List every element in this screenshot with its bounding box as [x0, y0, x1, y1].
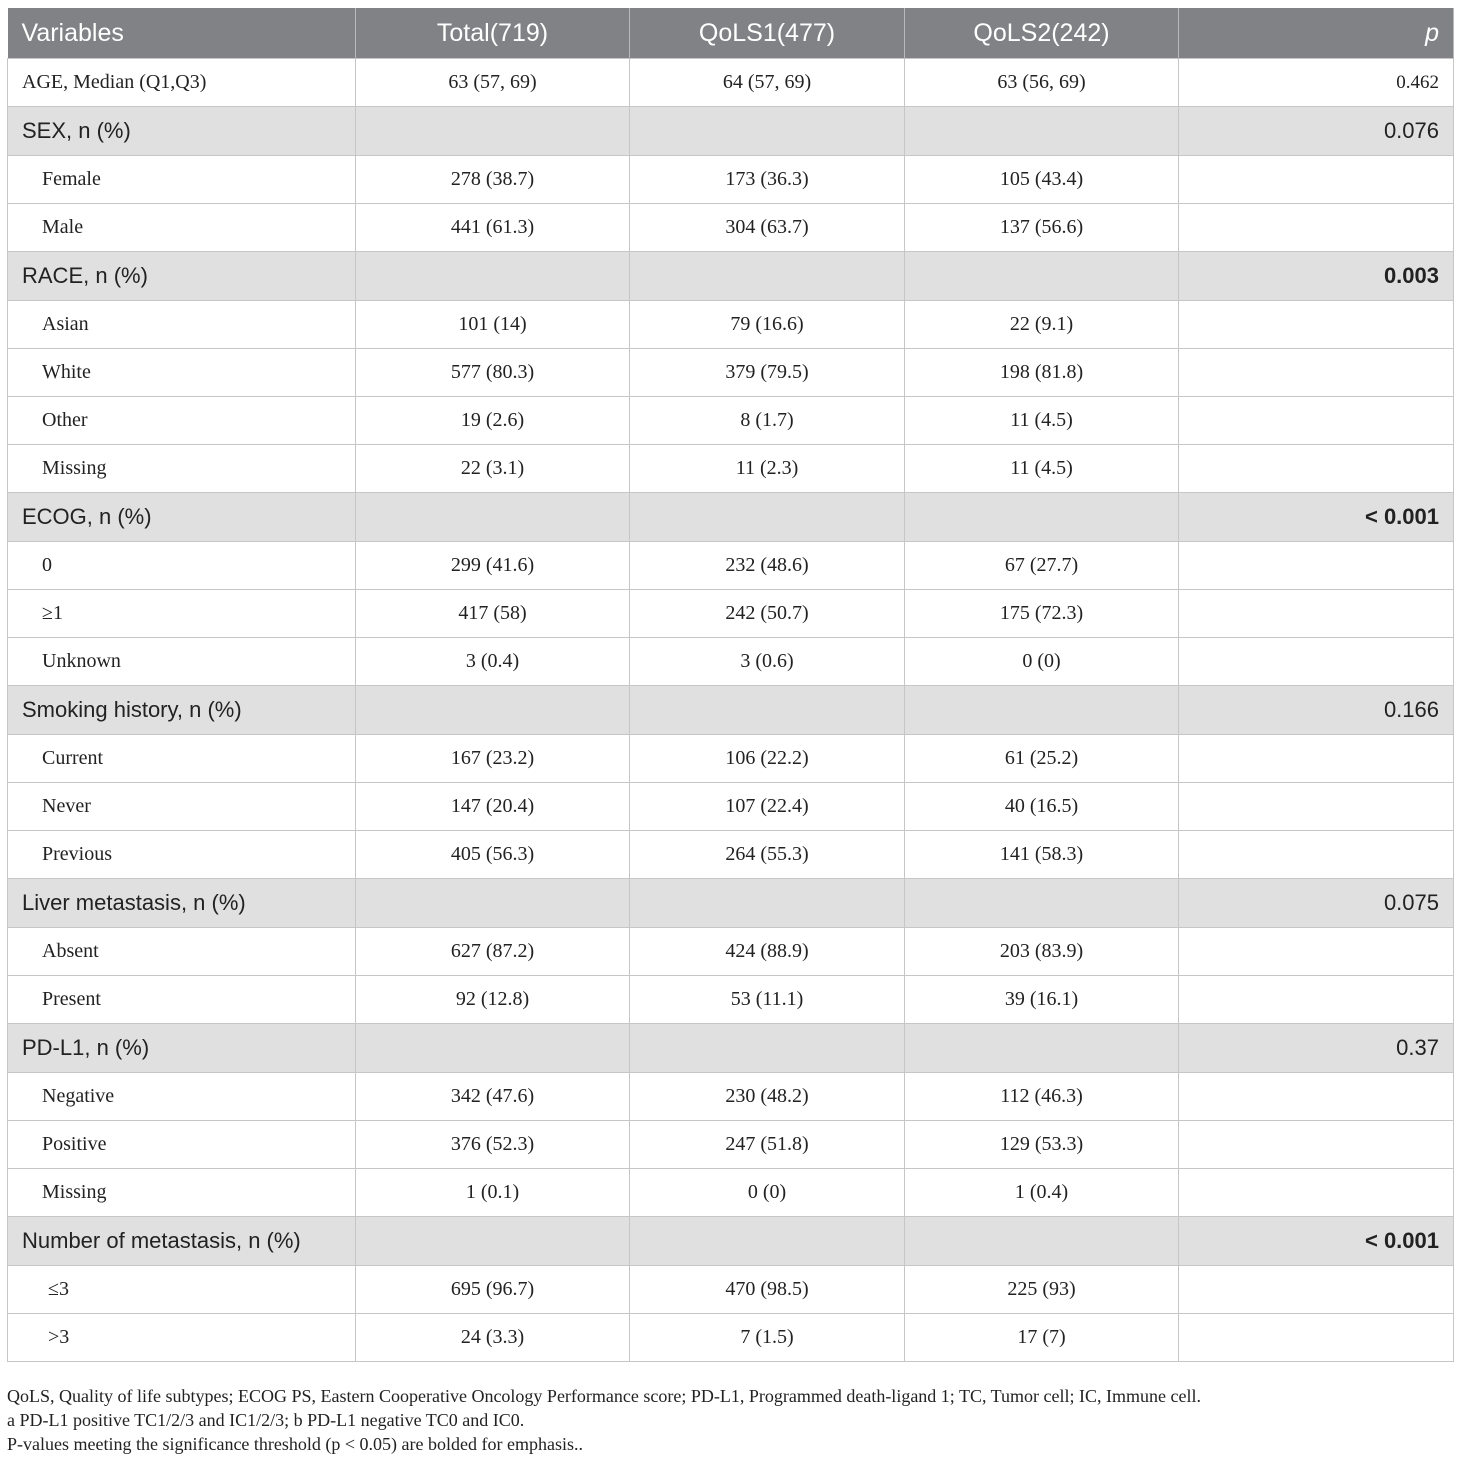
qols1-cell: 11 (2.3) — [630, 445, 905, 493]
table-row — [8, 638, 1454, 686]
qols1-cell — [630, 107, 905, 156]
p-value-cell — [1179, 156, 1454, 204]
p-value-cell — [1179, 831, 1454, 879]
table-group-row — [8, 686, 1454, 735]
qols1-cell — [630, 686, 905, 735]
variable-label: Absent — [8, 928, 356, 976]
total-cell: 92 (12.8) — [356, 976, 630, 1024]
p-value-cell: 0.462 — [1179, 59, 1454, 107]
variable-label: Female — [8, 156, 356, 204]
variable-label: SEX, n (%) — [8, 107, 356, 156]
total-cell: 101 (14) — [356, 301, 630, 349]
variable-label: ECOG, n (%) — [8, 493, 356, 542]
qols2-cell: 63 (56, 69) — [905, 59, 1179, 107]
table-row — [8, 156, 1454, 204]
qols1-cell: 106 (22.2) — [630, 735, 905, 783]
total-cell: 147 (20.4) — [356, 783, 630, 831]
qols2-cell: 198 (81.8) — [905, 349, 1179, 397]
total-cell: 417 (58) — [356, 590, 630, 638]
qols2-cell — [905, 1217, 1179, 1266]
table-row — [8, 1121, 1454, 1169]
qols2-cell: 61 (25.2) — [905, 735, 1179, 783]
table-row — [8, 831, 1454, 879]
table-row — [8, 976, 1454, 1024]
qols2-cell: 0 (0) — [905, 638, 1179, 686]
qols2-cell: 225 (93) — [905, 1266, 1179, 1314]
variable-label: ≥1 — [8, 590, 356, 638]
table-row — [8, 1266, 1454, 1314]
variable-label: ≤3 — [8, 1266, 356, 1314]
qols2-cell: 39 (16.1) — [905, 976, 1179, 1024]
qols2-cell: 175 (72.3) — [905, 590, 1179, 638]
qols1-cell: 379 (79.5) — [630, 349, 905, 397]
total-cell — [356, 1024, 630, 1073]
total-cell: 1 (0.1) — [356, 1169, 630, 1217]
total-cell: 376 (52.3) — [356, 1121, 630, 1169]
qols1-cell: 7 (1.5) — [630, 1314, 905, 1362]
total-cell: 627 (87.2) — [356, 928, 630, 976]
footnote-abbreviations: QoLS, Quality of life subtypes; ECOG PS, Eastern Cooperative Oncology Performance score; PD-L1, Programmed death-ligand 1; TC, Tumor cell; IC, Immune cell. — [7, 1386, 1201, 1406]
total-cell — [356, 252, 630, 301]
table-row — [8, 1073, 1454, 1121]
variable-label: Number of metastasis, n (%) — [8, 1217, 356, 1266]
qols1-cell — [630, 493, 905, 542]
variable-label: 0 — [8, 542, 356, 590]
p-value-cell: 0.166 — [1179, 686, 1454, 735]
table-group-row — [8, 252, 1454, 301]
table-row — [8, 349, 1454, 397]
p-value-cell — [1179, 445, 1454, 493]
qols1-cell: 53 (11.1) — [630, 976, 905, 1024]
qols1-cell — [630, 252, 905, 301]
p-value-cell — [1179, 783, 1454, 831]
p-value-cell — [1179, 397, 1454, 445]
total-cell: 167 (23.2) — [356, 735, 630, 783]
p-value-cell: 0.075 — [1179, 879, 1454, 928]
table-header-row — [8, 8, 1454, 59]
variable-label: Previous — [8, 831, 356, 879]
table-row — [8, 590, 1454, 638]
total-cell: 577 (80.3) — [356, 349, 630, 397]
table-row — [8, 1314, 1454, 1362]
total-cell: 405 (56.3) — [356, 831, 630, 879]
table-row — [8, 542, 1454, 590]
p-value-cell — [1179, 1121, 1454, 1169]
total-cell — [356, 107, 630, 156]
qols2-cell: 11 (4.5) — [905, 445, 1179, 493]
qols2-cell: 22 (9.1) — [905, 301, 1179, 349]
p-value-cell: < 0.001 — [1179, 493, 1454, 542]
variable-label: Never — [8, 783, 356, 831]
p-value-cell — [1179, 542, 1454, 590]
total-cell: 441 (61.3) — [356, 204, 630, 252]
p-value-cell — [1179, 349, 1454, 397]
p-value-cell — [1179, 301, 1454, 349]
p-value-cell: 0.37 — [1179, 1024, 1454, 1073]
table-group-row — [8, 107, 1454, 156]
qols1-cell: 264 (55.3) — [630, 831, 905, 879]
qols1-cell: 230 (48.2) — [630, 1073, 905, 1121]
p-value-cell — [1179, 1073, 1454, 1121]
qols1-cell: 424 (88.9) — [630, 928, 905, 976]
table-row — [8, 397, 1454, 445]
total-cell — [356, 493, 630, 542]
p-value-cell: 0.076 — [1179, 107, 1454, 156]
qols1-cell: 8 (1.7) — [630, 397, 905, 445]
p-value-cell — [1179, 735, 1454, 783]
variable-label: Current — [8, 735, 356, 783]
qols2-cell: 129 (53.3) — [905, 1121, 1179, 1169]
qols1-cell: 247 (51.8) — [630, 1121, 905, 1169]
qols2-cell: 105 (43.4) — [905, 156, 1179, 204]
table-row — [8, 301, 1454, 349]
table-row — [8, 59, 1454, 107]
p-value-cell: 0.003 — [1179, 252, 1454, 301]
total-cell: 278 (38.7) — [356, 156, 630, 204]
variable-label: Asian — [8, 301, 356, 349]
qols2-cell: 40 (16.5) — [905, 783, 1179, 831]
variable-label: PD-L1, n (%) — [8, 1024, 356, 1073]
qols1-cell: 232 (48.6) — [630, 542, 905, 590]
qols2-cell — [905, 686, 1179, 735]
baseline-characteristics-table-container — [7, 8, 1453, 1362]
qols2-cell: 17 (7) — [905, 1314, 1179, 1362]
qols1-cell — [630, 1024, 905, 1073]
variable-label: Other — [8, 397, 356, 445]
p-value-cell — [1179, 928, 1454, 976]
header-qols1: QoLS1(477) — [630, 8, 905, 59]
total-cell: 299 (41.6) — [356, 542, 630, 590]
qols2-cell — [905, 107, 1179, 156]
qols1-cell: 79 (16.6) — [630, 301, 905, 349]
qols2-cell: 67 (27.7) — [905, 542, 1179, 590]
p-value-cell — [1179, 590, 1454, 638]
table-body — [8, 59, 1454, 1362]
variable-label: >3 — [8, 1314, 356, 1362]
footnote-significance: P-values meeting the significance threshold (p < 0.05) are bolded for emphasis.. — [7, 1434, 583, 1454]
qols2-cell — [905, 879, 1179, 928]
variable-label: Unknown — [8, 638, 356, 686]
variable-label: Missing — [8, 445, 356, 493]
p-value-cell — [1179, 976, 1454, 1024]
variable-label: Male — [8, 204, 356, 252]
p-value-cell — [1179, 638, 1454, 686]
total-cell: 22 (3.1) — [356, 445, 630, 493]
qols1-cell: 3 (0.6) — [630, 638, 905, 686]
total-cell — [356, 879, 630, 928]
qols1-cell — [630, 879, 905, 928]
header-total: Total(719) — [356, 8, 630, 59]
table-group-row — [8, 1217, 1454, 1266]
variable-label: RACE, n (%) — [8, 252, 356, 301]
qols2-cell — [905, 252, 1179, 301]
variable-label: Present — [8, 976, 356, 1024]
footnote-pdl1-definition: a PD-L1 positive TC1/2/3 and IC1/2/3; b PD-L1 negative TC0 and IC0. — [7, 1410, 525, 1430]
p-value-cell — [1179, 204, 1454, 252]
variable-label: White — [8, 349, 356, 397]
variable-label: Positive — [8, 1121, 356, 1169]
header-qols2: QoLS2(242) — [905, 8, 1179, 59]
qols1-cell: 107 (22.4) — [630, 783, 905, 831]
qols1-cell: 0 (0) — [630, 1169, 905, 1217]
variable-label: Smoking history, n (%) — [8, 686, 356, 735]
total-cell: 3 (0.4) — [356, 638, 630, 686]
variable-label: AGE, Median (Q1,Q3) — [8, 59, 356, 107]
table-group-row — [8, 879, 1454, 928]
qols2-cell: 1 (0.4) — [905, 1169, 1179, 1217]
variable-label: Negative — [8, 1073, 356, 1121]
qols1-cell: 64 (57, 69) — [630, 59, 905, 107]
p-value-cell: < 0.001 — [1179, 1217, 1454, 1266]
table-row — [8, 928, 1454, 976]
qols1-cell: 173 (36.3) — [630, 156, 905, 204]
qols2-cell: 203 (83.9) — [905, 928, 1179, 976]
total-cell: 695 (96.7) — [356, 1266, 630, 1314]
qols2-cell: 11 (4.5) — [905, 397, 1179, 445]
table-row — [8, 783, 1454, 831]
table-row — [8, 1169, 1454, 1217]
qols1-cell — [630, 1217, 905, 1266]
qols1-cell: 242 (50.7) — [630, 590, 905, 638]
qols2-cell — [905, 493, 1179, 542]
qols2-cell — [905, 1024, 1179, 1073]
variable-label: Missing — [8, 1169, 356, 1217]
table-row — [8, 735, 1454, 783]
qols1-cell: 304 (63.7) — [630, 204, 905, 252]
baseline-characteristics-table — [7, 8, 1454, 1362]
p-value-cell — [1179, 1266, 1454, 1314]
total-cell — [356, 686, 630, 735]
total-cell: 342 (47.6) — [356, 1073, 630, 1121]
qols2-cell: 137 (56.6) — [905, 204, 1179, 252]
variable-label: Liver metastasis, n (%) — [8, 879, 356, 928]
header-p-value: p — [1179, 8, 1454, 59]
table-row — [8, 204, 1454, 252]
table-group-row — [8, 493, 1454, 542]
table-row — [8, 445, 1454, 493]
p-value-cell — [1179, 1169, 1454, 1217]
total-cell: 24 (3.3) — [356, 1314, 630, 1362]
qols2-cell: 112 (46.3) — [905, 1073, 1179, 1121]
total-cell: 63 (57, 69) — [356, 59, 630, 107]
table-group-row — [8, 1024, 1454, 1073]
header-variables: Variables — [8, 8, 356, 59]
total-cell — [356, 1217, 630, 1266]
total-cell: 19 (2.6) — [356, 397, 630, 445]
p-value-cell — [1179, 1314, 1454, 1362]
table-footnotes — [7, 1384, 1201, 1456]
qols1-cell: 470 (98.5) — [630, 1266, 905, 1314]
qols2-cell: 141 (58.3) — [905, 831, 1179, 879]
